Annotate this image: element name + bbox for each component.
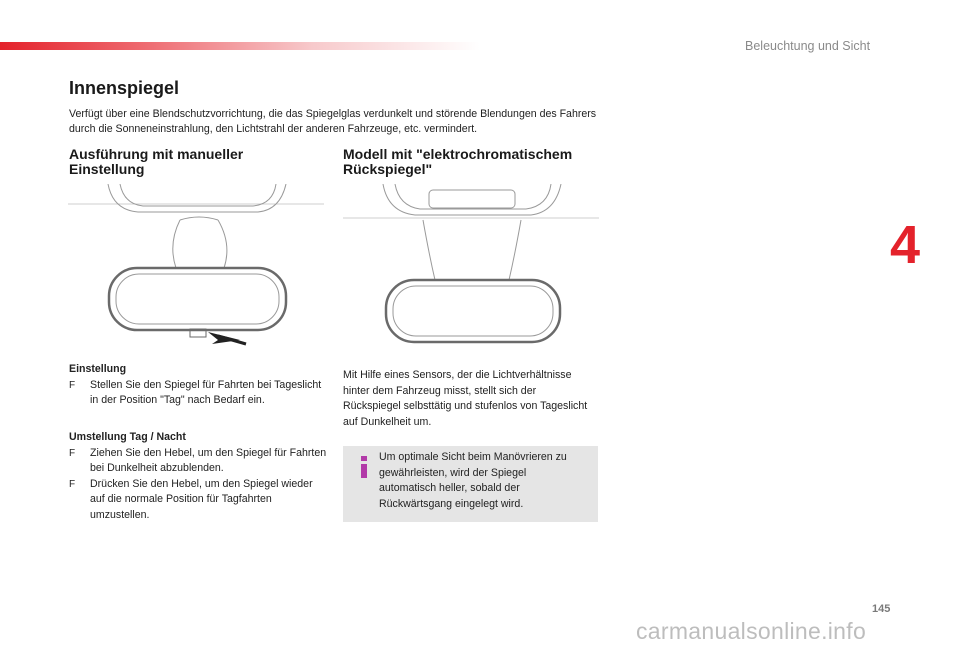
- day-night-section: [69, 430, 329, 523]
- day-night-step-pull: F Ziehen Sie den Hebel, um den Spiegel für Fahrten bei Dunkelheit abzublenden.: [69, 446, 327, 474]
- manual-mirror-illustration: [68, 184, 324, 349]
- info-icon: [356, 456, 372, 478]
- watermark: carmanualsonline.info: [636, 618, 867, 644]
- day-night-step-push: F Drücken Sie den Hebel, um den Spiegel wieder auf die normale Position für Tagfahrten umzustellen.: [69, 477, 313, 521]
- day-night-subheading: Umstellung Tag / Nacht: [69, 431, 186, 443]
- adjustment-subheading: Einstellung: [69, 363, 127, 375]
- electrochromic-mirror-heading: Modell mit "elektrochromatischem Rückspiegel": [343, 146, 573, 177]
- bullet-icon: F: [69, 478, 76, 490]
- adjustment-step: F Stellen Sie den Spiegel für Fahrten bei Tageslicht in der Position "Tag" nach Bedarf ein.: [69, 378, 322, 406]
- manual-mirror-heading: Ausführung mit manueller Einstellung: [69, 146, 244, 177]
- page-title: Innenspiegel: [69, 78, 180, 98]
- section-name: Beleuchtung und Sicht: [745, 39, 871, 53]
- bullet-icon: F: [69, 379, 76, 391]
- chapter-number: 4: [890, 215, 921, 275]
- info-box: [343, 446, 598, 522]
- intro-paragraph: Verfügt über eine Blendschutzvorrichtung, die das Spiegelglas verdunkelt und störende Blendungen des Fahrers durch die Sonneneinstrahlung, den Lichtstrahl der anderen Fahrzeuge, etc. vermindert.: [69, 108, 597, 135]
- info-text: Um optimale Sicht beim Manövrieren zu gewährleisten, wird der Spiegel automatisch heller, sobald der Rückwärtsgang eingelegt wird.: [379, 451, 567, 510]
- sensor-description: Mit Hilfe eines Sensors, der die Lichtverhältnisse hinter dem Fahrzeug misst, stellt sich der Rückspiegel selbsttätig und stufenlos von Tageslicht auf Dunkelheit um.: [343, 369, 588, 428]
- page-number: 145: [872, 603, 891, 615]
- electrochromic-mirror-illustration: [343, 184, 599, 344]
- header-accent-bar: [0, 42, 480, 50]
- bullet-icon: F: [69, 447, 76, 459]
- adjustment-section: [69, 362, 329, 409]
